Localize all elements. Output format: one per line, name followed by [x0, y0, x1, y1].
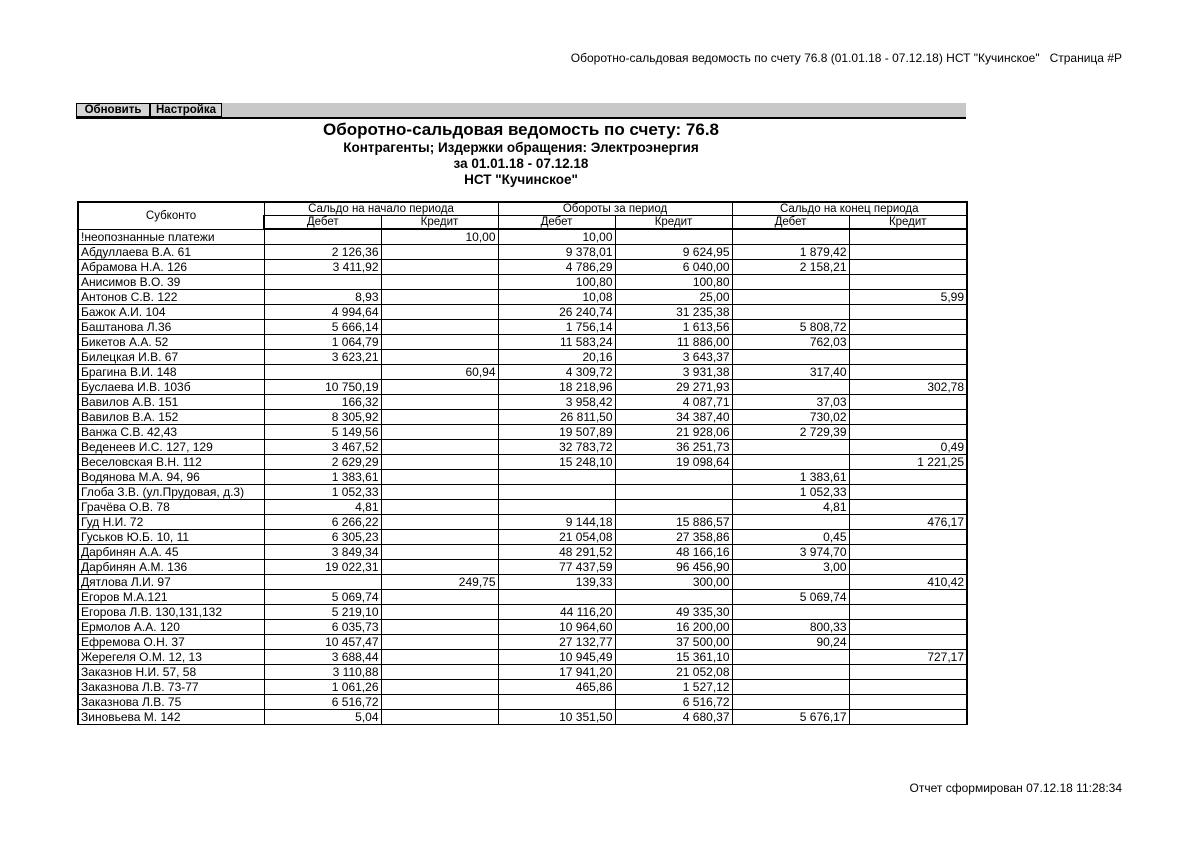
turnover-credit-cell: 3 931,38 — [615, 365, 732, 380]
turnover-credit-cell: 15 886,57 — [615, 515, 732, 530]
table-row — [78, 350, 967, 365]
turnover-debit-cell: 21 054,08 — [498, 530, 615, 545]
subkonto-cell: Зиновьева М. 142 — [78, 710, 264, 725]
table-row — [78, 380, 967, 395]
turnover-debit-cell: 139,33 — [498, 575, 615, 590]
opening-debit-cell — [264, 275, 381, 290]
turnover-debit-cell: 26 240,74 — [498, 305, 615, 320]
opening-credit-cell — [381, 560, 498, 575]
closing-credit-cell: 5,99 — [849, 290, 967, 305]
table-row — [78, 515, 967, 530]
closing-debit-cell — [732, 680, 849, 695]
opening-debit-cell: 3 688,44 — [264, 650, 381, 665]
closing-debit-cell: 1 052,33 — [732, 485, 849, 500]
turnover-credit-cell — [615, 500, 732, 515]
subkonto-cell: Вавилов В.А. 152 — [78, 410, 264, 425]
closing-credit-cell — [849, 410, 967, 425]
turnover-balance-table — [77, 201, 968, 725]
subkonto-cell: Дарбинян А.М. 136 — [78, 560, 264, 575]
turnover-credit-cell — [615, 229, 732, 245]
turnover-credit-cell — [615, 470, 732, 485]
opening-credit-cell — [381, 380, 498, 395]
turnover-debit-cell: 10,08 — [498, 290, 615, 305]
opening-credit-cell — [381, 500, 498, 515]
opening-credit-cell: 249,75 — [381, 575, 498, 590]
turnover-credit-cell: 19 098,64 — [615, 455, 732, 470]
turnover-credit-cell: 37 500,00 — [615, 635, 732, 650]
closing-debit-cell: 3 974,70 — [732, 545, 849, 560]
turnover-credit-cell: 25,00 — [615, 290, 732, 305]
subkonto-cell: Глоба З.В. (ул.Прудовая, д.3) — [78, 485, 264, 500]
table-row — [78, 530, 967, 545]
opening-balance-header: Сальдо на начало периода — [264, 202, 498, 216]
turnover-credit-cell: 6 040,00 — [615, 260, 732, 275]
opening-credit-cell — [381, 335, 498, 350]
table-row — [78, 545, 967, 560]
opening-debit-cell: 166,32 — [264, 395, 381, 410]
opening-debit-cell: 1 383,61 — [264, 470, 381, 485]
closing-credit-cell — [849, 500, 967, 515]
subkonto-cell: Егорова Л.В. 130,131,132 — [78, 605, 264, 620]
closing-debit-cell — [732, 695, 849, 710]
subkonto-cell: Дарбинян А.А. 45 — [78, 545, 264, 560]
subkonto-cell: Заказнова Л.В. 75 — [78, 695, 264, 710]
opening-debit-cell: 5,04 — [264, 710, 381, 725]
closing-debit-header: Дебет — [732, 216, 849, 230]
turnover-credit-cell: 9 624,95 — [615, 245, 732, 260]
closing-credit-cell: 1 221,25 — [849, 455, 967, 470]
turnover-debit-cell: 15 248,10 — [498, 455, 615, 470]
turnover-credit-cell: 21 928,06 — [615, 425, 732, 440]
opening-debit-cell: 3 110,88 — [264, 665, 381, 680]
subkonto-cell: Жерегеля О.М. 12, 13 — [78, 650, 264, 665]
turnover-credit-cell: 1 613,56 — [615, 320, 732, 335]
closing-credit-cell — [849, 305, 967, 320]
closing-debit-cell: 90,24 — [732, 635, 849, 650]
subkonto-cell: Брагина В.И. 148 — [78, 365, 264, 380]
opening-debit-cell: 5 149,56 — [264, 425, 381, 440]
closing-credit-cell — [849, 485, 967, 500]
opening-debit-cell: 6 305,23 — [264, 530, 381, 545]
turnover-debit-cell: 26 811,50 — [498, 410, 615, 425]
closing-debit-cell: 3,00 — [732, 560, 849, 575]
opening-credit-cell — [381, 425, 498, 440]
turnover-debit-cell — [498, 500, 615, 515]
turnover-credit-cell: 96 456,90 — [615, 560, 732, 575]
table-row — [78, 395, 967, 410]
turnover-debit-cell — [498, 590, 615, 605]
closing-credit-cell — [849, 680, 967, 695]
closing-debit-cell — [732, 665, 849, 680]
closing-credit-cell — [849, 665, 967, 680]
opening-credit-header: Кредит — [381, 216, 498, 230]
opening-debit-cell: 10 457,47 — [264, 635, 381, 650]
opening-debit-cell: 8 305,92 — [264, 410, 381, 425]
table-row — [78, 575, 967, 590]
opening-credit-cell — [381, 275, 498, 290]
table-row — [78, 275, 967, 290]
opening-credit-cell — [381, 650, 498, 665]
closing-debit-cell — [732, 305, 849, 320]
subkonto-cell: Веденеев И.С. 127, 129 — [78, 440, 264, 455]
closing-debit-cell: 2 158,21 — [732, 260, 849, 275]
opening-debit-cell: 2 126,36 — [264, 245, 381, 260]
table-row — [78, 260, 967, 275]
closing-credit-cell — [849, 365, 967, 380]
turnover-debit-cell: 4 309,72 — [498, 365, 615, 380]
closing-credit-cell — [849, 530, 967, 545]
turnover-debit-cell: 11 583,24 — [498, 335, 615, 350]
opening-credit-cell — [381, 395, 498, 410]
turnover-credit-cell — [615, 485, 732, 500]
page-number-label: Страница #P — [1049, 51, 1122, 65]
subkonto-cell: Антонов С.В. 122 — [78, 290, 264, 305]
turnover-debit-cell: 10 945,49 — [498, 650, 615, 665]
table-row — [78, 605, 967, 620]
opening-debit-cell: 5 219,10 — [264, 605, 381, 620]
table-body — [78, 229, 967, 725]
opening-debit-cell: 3 411,92 — [264, 260, 381, 275]
opening-debit-cell: 4 994,64 — [264, 305, 381, 320]
opening-credit-cell: 10,00 — [381, 229, 498, 245]
closing-credit-cell — [849, 545, 967, 560]
closing-debit-cell: 5 676,17 — [732, 710, 849, 725]
closing-debit-cell: 730,02 — [732, 410, 849, 425]
table-row — [78, 560, 967, 575]
closing-credit-cell — [849, 425, 967, 440]
turnover-debit-cell: 27 132,77 — [498, 635, 615, 650]
table-row — [78, 245, 967, 260]
closing-credit-cell — [849, 229, 967, 245]
closing-debit-cell: 317,40 — [732, 365, 849, 380]
subkonto-cell: Ефремова О.Н. 37 — [78, 635, 264, 650]
page-header — [571, 51, 1122, 65]
opening-credit-cell — [381, 605, 498, 620]
subkonto-cell: Бажок А.И. 104 — [78, 305, 264, 320]
opening-debit-cell: 6 516,72 — [264, 695, 381, 710]
subkonto-cell: Дятлова Л.И. 97 — [78, 575, 264, 590]
turnover-credit-cell: 100,80 — [615, 275, 732, 290]
table-row — [78, 365, 967, 380]
turnover-credit-cell: 300,00 — [615, 575, 732, 590]
closing-debit-cell — [732, 515, 849, 530]
turnover-debit-cell: 44 116,20 — [498, 605, 615, 620]
table-row — [78, 485, 967, 500]
opening-credit-cell — [381, 620, 498, 635]
turnover-credit-cell: 15 361,10 — [615, 650, 732, 665]
closing-credit-cell: 410,42 — [849, 575, 967, 590]
table-row — [78, 635, 967, 650]
turnover-debit-cell: 4 786,29 — [498, 260, 615, 275]
subkonto-cell: Абдуллаева В.А. 61 — [78, 245, 264, 260]
table-row — [78, 710, 967, 725]
opening-credit-cell — [381, 350, 498, 365]
turnover-credit-header: Кредит — [615, 216, 732, 230]
closing-debit-cell: 37,03 — [732, 395, 849, 410]
opening-credit-cell — [381, 320, 498, 335]
turnover-debit-cell — [498, 695, 615, 710]
turnover-credit-cell: 11 886,00 — [615, 335, 732, 350]
turnover-debit-cell: 17 941,20 — [498, 665, 615, 680]
turnover-credit-cell — [615, 590, 732, 605]
subkonto-cell: Бикетов А.А. 52 — [78, 335, 264, 350]
subkonto-cell: Баштанова Л.36 — [78, 320, 264, 335]
opening-credit-cell — [381, 635, 498, 650]
closing-balance-header: Сальдо на конец периода — [732, 202, 967, 216]
opening-credit-cell — [381, 440, 498, 455]
opening-credit-cell: 60,94 — [381, 365, 498, 380]
closing-credit-cell — [849, 335, 967, 350]
closing-debit-cell: 0,45 — [732, 530, 849, 545]
turnover-debit-cell: 100,80 — [498, 275, 615, 290]
opening-debit-header: Дебет — [264, 216, 381, 230]
opening-debit-cell: 2 629,29 — [264, 455, 381, 470]
closing-debit-cell — [732, 455, 849, 470]
closing-credit-cell — [849, 560, 967, 575]
opening-debit-cell: 1 064,79 — [264, 335, 381, 350]
subkonto-cell: Абрамова Н.А. 126 — [78, 260, 264, 275]
turnover-credit-cell: 3 643,37 — [615, 350, 732, 365]
turnover-credit-cell: 31 235,38 — [615, 305, 732, 320]
opening-debit-cell: 6 035,73 — [264, 620, 381, 635]
opening-debit-cell: 5 069,74 — [264, 590, 381, 605]
subkonto-cell: Ермолов А.А. 120 — [78, 620, 264, 635]
closing-debit-cell — [732, 575, 849, 590]
closing-debit-cell: 1 879,42 — [732, 245, 849, 260]
turnover-credit-cell: 34 387,40 — [615, 410, 732, 425]
closing-debit-cell — [732, 229, 849, 245]
subkonto-cell: Заказнов Н.И. 57, 58 — [78, 665, 264, 680]
report-caption: Оборотно-сальдовая ведомость по счету 76.8 (01.01.18 - 07.12.18) НСТ "Кучинское" — [570, 51, 1040, 65]
closing-debit-cell — [732, 650, 849, 665]
table-row — [78, 320, 967, 335]
turnover-debit-cell: 20,16 — [498, 350, 615, 365]
table-row — [78, 695, 967, 710]
closing-debit-cell: 5 069,74 — [732, 590, 849, 605]
opening-debit-cell: 3 849,34 — [264, 545, 381, 560]
opening-debit-cell — [264, 229, 381, 245]
turnover-debit-cell: 77 437,59 — [498, 560, 615, 575]
table-row — [78, 305, 967, 320]
closing-credit-cell — [849, 350, 967, 365]
turnover-debit-cell: 10,00 — [498, 229, 615, 245]
opening-debit-cell: 6 266,22 — [264, 515, 381, 530]
turnover-credit-cell: 1 527,12 — [615, 680, 732, 695]
closing-credit-cell — [849, 260, 967, 275]
closing-debit-cell — [732, 440, 849, 455]
opening-credit-cell — [381, 545, 498, 560]
turnover-debit-cell: 32 783,72 — [498, 440, 615, 455]
subkonto-header: Субконто — [78, 202, 264, 229]
closing-credit-header: Кредит — [849, 216, 967, 230]
opening-credit-cell — [381, 680, 498, 695]
turnover-credit-cell: 29 271,93 — [615, 380, 732, 395]
table-row — [78, 590, 967, 605]
opening-credit-cell — [381, 485, 498, 500]
closing-credit-cell — [849, 470, 967, 485]
opening-debit-cell: 5 666,14 — [264, 320, 381, 335]
report-subtitle: Контрагенты; Издержки обращения: Электроэнергия — [343, 140, 699, 155]
turnover-debit-cell: 19 507,89 — [498, 425, 615, 440]
turnover-debit-cell: 48 291,52 — [498, 545, 615, 560]
report-organization: НСТ "Кучинское" — [464, 172, 578, 187]
closing-debit-cell — [732, 290, 849, 305]
subkonto-cell: Заказнова Л.В. 73-77 — [78, 680, 264, 695]
table-row — [78, 650, 967, 665]
closing-credit-cell — [849, 275, 967, 290]
turnover-credit-cell: 36 251,73 — [615, 440, 732, 455]
opening-debit-cell: 3 623,21 — [264, 350, 381, 365]
subkonto-cell: !неопознанные платежи — [78, 229, 264, 245]
table-row — [78, 455, 967, 470]
opening-debit-cell: 1 052,33 — [264, 485, 381, 500]
opening-debit-cell: 19 022,31 — [264, 560, 381, 575]
turnover-debit-header: Дебет — [498, 216, 615, 230]
table-row — [78, 229, 967, 245]
closing-credit-cell — [849, 635, 967, 650]
closing-debit-cell: 5 808,72 — [732, 320, 849, 335]
subkonto-cell: Веселовская В.Н. 112 — [78, 455, 264, 470]
opening-credit-cell — [381, 665, 498, 680]
turnover-debit-cell: 10 351,50 — [498, 710, 615, 725]
closing-credit-cell — [849, 695, 967, 710]
closing-debit-cell: 4,81 — [732, 500, 849, 515]
closing-credit-cell: 476,17 — [849, 515, 967, 530]
subkonto-cell: Водянова М.А. 94, 96 — [78, 470, 264, 485]
closing-debit-cell — [732, 275, 849, 290]
closing-debit-cell: 800,33 — [732, 620, 849, 635]
subkonto-cell: Билецкая И.В. 67 — [78, 350, 264, 365]
table-row — [78, 470, 967, 485]
opening-credit-cell — [381, 470, 498, 485]
table-row — [78, 665, 967, 680]
subkonto-cell: Анисимов В.О. 39 — [78, 275, 264, 290]
turnover-credit-cell: 48 166,16 — [615, 545, 732, 560]
table-row — [78, 500, 967, 515]
closing-debit-cell: 1 383,61 — [732, 470, 849, 485]
subkonto-cell: Егоров М.А.121 — [78, 590, 264, 605]
turnover-credit-cell: 27 358,86 — [615, 530, 732, 545]
closing-credit-cell — [849, 245, 967, 260]
closing-debit-cell: 762,03 — [732, 335, 849, 350]
opening-credit-cell — [381, 410, 498, 425]
closing-credit-cell — [849, 710, 967, 725]
opening-credit-cell — [381, 695, 498, 710]
turnover-debit-cell: 18 218,96 — [498, 380, 615, 395]
opening-credit-cell — [381, 455, 498, 470]
closing-debit-cell — [732, 350, 849, 365]
closing-credit-cell: 0,49 — [849, 440, 967, 455]
turnover-debit-cell: 3 958,42 — [498, 395, 615, 410]
opening-debit-cell: 8,93 — [264, 290, 381, 305]
report-period: за 01.01.18 - 07.12.18 — [453, 156, 589, 171]
turnover-debit-cell: 10 964,60 — [498, 620, 615, 635]
turnover-credit-cell: 4 680,37 — [615, 710, 732, 725]
closing-credit-cell — [849, 395, 967, 410]
closing-credit-cell — [849, 605, 967, 620]
closing-credit-cell — [849, 320, 967, 335]
closing-credit-cell: 727,17 — [849, 650, 967, 665]
report-heading — [76, 119, 966, 188]
table-row — [78, 680, 967, 695]
turnover-credit-cell: 6 516,72 — [615, 695, 732, 710]
opening-credit-cell — [381, 590, 498, 605]
turnover-debit-cell: 1 756,14 — [498, 320, 615, 335]
closing-credit-cell: 302,78 — [849, 380, 967, 395]
closing-debit-cell: 2 729,39 — [732, 425, 849, 440]
opening-debit-cell: 3 467,52 — [264, 440, 381, 455]
opening-credit-cell — [381, 530, 498, 545]
subkonto-cell: Вавилов А.В. 151 — [78, 395, 264, 410]
table-row — [78, 620, 967, 635]
table-row — [78, 335, 967, 350]
closing-debit-cell — [732, 605, 849, 620]
turnover-debit-cell: 465,86 — [498, 680, 615, 695]
turnover-debit-cell — [498, 470, 615, 485]
table-row — [78, 425, 967, 440]
closing-debit-cell — [732, 380, 849, 395]
turnover-credit-cell: 21 052,08 — [615, 665, 732, 680]
opening-credit-cell — [381, 260, 498, 275]
opening-credit-cell — [381, 710, 498, 725]
turnover-debit-cell: 9 144,18 — [498, 515, 615, 530]
turnover-credit-cell: 16 200,00 — [615, 620, 732, 635]
opening-debit-cell — [264, 575, 381, 590]
table-row — [78, 290, 967, 305]
opening-credit-cell — [381, 290, 498, 305]
opening-credit-cell — [381, 515, 498, 530]
turnover-credit-cell: 49 335,30 — [615, 605, 732, 620]
subkonto-cell: Гуськов Ю.Б. 10, 11 — [78, 530, 264, 545]
closing-credit-cell — [849, 590, 967, 605]
turnover-credit-cell: 4 087,71 — [615, 395, 732, 410]
report-generated-footer: Отчет сформирован 07.12.18 11:28:34 — [909, 781, 1122, 795]
table-row — [78, 410, 967, 425]
subkonto-cell: Ванжа С.В. 42,43 — [78, 425, 264, 440]
refresh-button[interactable]: Обновить — [76, 103, 150, 117]
opening-debit-cell: 1 061,26 — [264, 680, 381, 695]
table-row — [78, 440, 967, 455]
subkonto-cell: Гуд Н.И. 72 — [78, 515, 264, 530]
subkonto-cell: Буслаева И.В. 103б — [78, 380, 264, 395]
report-title: Оборотно-сальдовая ведомость по счету: 76.8 — [323, 120, 719, 139]
table-group-header-row — [78, 202, 967, 216]
period-turnover-header: Обороты за период — [498, 202, 732, 216]
opening-debit-cell — [264, 365, 381, 380]
opening-credit-cell — [381, 245, 498, 260]
subkonto-cell: Грачёва О.В. 78 — [78, 500, 264, 515]
closing-credit-cell — [849, 620, 967, 635]
opening-credit-cell — [381, 305, 498, 320]
turnover-debit-cell — [498, 485, 615, 500]
opening-debit-cell: 10 750,19 — [264, 380, 381, 395]
settings-button[interactable]: Настройка — [150, 103, 222, 117]
opening-debit-cell: 4,81 — [264, 500, 381, 515]
turnover-debit-cell: 9 378,01 — [498, 245, 615, 260]
toolbar — [76, 103, 966, 119]
